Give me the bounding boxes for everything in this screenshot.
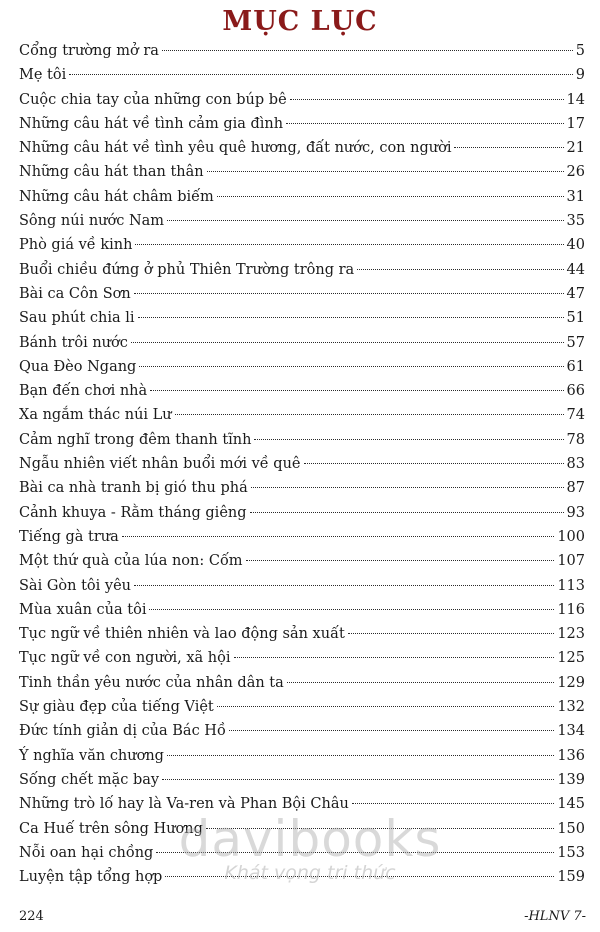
dot-leader bbox=[156, 852, 554, 853]
toc-entry-title: Ý nghĩa văn chương bbox=[19, 747, 164, 764]
dot-leader bbox=[131, 342, 564, 343]
dot-leader bbox=[175, 414, 564, 415]
toc-entry-title: Mùa xuân của tôi bbox=[19, 601, 147, 618]
toc-entry-title: Nỗi oan hại chồng bbox=[19, 844, 154, 861]
toc-entry-title: Cảnh khuya - Rằm tháng giêng bbox=[19, 504, 247, 521]
toc-entry bbox=[19, 549, 585, 573]
toc-entry bbox=[19, 841, 585, 865]
dot-leader bbox=[69, 74, 573, 75]
toc-entry-page: 17 bbox=[566, 115, 585, 132]
toc-entry-title: Những câu hát về tình cảm gia đình bbox=[19, 115, 284, 132]
dot-leader bbox=[229, 730, 554, 731]
toc-entry-page: 153 bbox=[557, 844, 585, 861]
toc-entry bbox=[19, 744, 585, 768]
dot-leader bbox=[217, 196, 564, 197]
toc-entry bbox=[19, 695, 585, 719]
dot-leader bbox=[150, 390, 563, 391]
toc-entry bbox=[19, 233, 585, 257]
toc-entry bbox=[19, 574, 585, 598]
toc-entry bbox=[19, 331, 585, 355]
toc-entry-page: 145 bbox=[557, 796, 585, 813]
toc-entry-title: Buổi chiều đứng ở phủ Thiên Trường trông ra bbox=[19, 261, 355, 278]
toc-entry-title: Mẹ tôi bbox=[19, 67, 67, 84]
toc-entry bbox=[19, 792, 585, 816]
toc-entry-title: Những câu hát về tình yêu quê hương, đất nước, con người bbox=[19, 140, 452, 157]
toc-entry-title: Tục ngữ về con người, xã hội bbox=[19, 650, 231, 667]
watermark-tagline: Khát vọng tri thức bbox=[224, 862, 396, 884]
toc-entry bbox=[19, 452, 585, 476]
toc-entry-page: 44 bbox=[566, 261, 585, 278]
dot-leader bbox=[352, 803, 555, 804]
toc-entry-title: Những câu hát châm biếm bbox=[19, 188, 214, 205]
toc-entry-title: Cổng trường mở ra bbox=[19, 43, 159, 59]
dot-leader bbox=[246, 560, 555, 561]
dot-leader bbox=[290, 99, 564, 100]
toc-entry bbox=[19, 112, 585, 136]
toc-entry-title: Một thứ quà của lúa non: Cốm bbox=[19, 553, 243, 570]
toc-entry bbox=[19, 258, 585, 282]
dot-leader bbox=[122, 536, 555, 537]
toc-entry-page: 40 bbox=[566, 237, 585, 254]
dot-leader bbox=[250, 512, 564, 513]
toc-entry-title: Phò giá về kinh bbox=[19, 237, 133, 254]
toc-entry bbox=[19, 63, 585, 87]
toc-entry bbox=[19, 88, 585, 112]
dot-leader bbox=[304, 463, 564, 464]
toc-entry bbox=[19, 379, 585, 403]
toc-entry-page: 134 bbox=[557, 723, 585, 740]
dot-leader bbox=[254, 439, 563, 440]
toc-entry-page: 125 bbox=[557, 650, 585, 667]
footer-book-code: -HLNV 7- bbox=[524, 909, 586, 924]
toc-entry-page: 26 bbox=[566, 164, 585, 181]
toc-entry bbox=[19, 306, 585, 330]
dot-leader bbox=[287, 682, 555, 683]
toc-entry-title: Tục ngữ về thiên nhiên và lao động sản xuất bbox=[19, 626, 345, 643]
toc-entry-page: 57 bbox=[566, 334, 585, 351]
dot-leader bbox=[162, 50, 573, 51]
toc-entry-title: Sau phút chia li bbox=[19, 310, 135, 327]
toc-entry bbox=[19, 282, 585, 306]
toc-entry bbox=[19, 598, 585, 622]
toc-entry bbox=[19, 671, 585, 695]
toc-entry bbox=[19, 136, 585, 160]
toc-entry-page: 87 bbox=[566, 480, 585, 497]
toc-entry-title: Sống chết mặc bay bbox=[19, 771, 160, 788]
toc-entry-page: 78 bbox=[566, 431, 585, 448]
toc-entry bbox=[19, 185, 585, 209]
toc-entry-page: 61 bbox=[566, 358, 585, 375]
toc-entry-title: Sự giàu đẹp của tiếng Việt bbox=[19, 699, 214, 716]
toc-entry-title: Cảm nghĩ trong đêm thanh tĩnh bbox=[19, 431, 252, 448]
toc-entry-page: 116 bbox=[557, 601, 585, 618]
toc-entry bbox=[19, 501, 585, 525]
toc-entry-page: 136 bbox=[557, 747, 585, 764]
dot-leader bbox=[134, 293, 564, 294]
watermark-brand: davibooks bbox=[178, 810, 442, 868]
dot-leader bbox=[234, 657, 555, 658]
toc-entry bbox=[19, 355, 585, 379]
toc-entry-title: Xa ngắm thác núi Lư bbox=[19, 407, 172, 424]
dot-leader bbox=[138, 317, 564, 318]
toc-entry-title: Luyện tập tổng hợp bbox=[19, 869, 163, 886]
toc-entry-page: 14 bbox=[566, 91, 585, 108]
toc-entry bbox=[19, 719, 585, 743]
toc-entry-title: Ca Huế trên sông Hương bbox=[19, 820, 203, 837]
toc-entry-title: Những câu hát than thân bbox=[19, 164, 204, 181]
dot-leader bbox=[162, 779, 554, 780]
dot-leader bbox=[139, 366, 563, 367]
toc-entry bbox=[19, 476, 585, 500]
footer-page-number: 224 bbox=[19, 909, 44, 924]
toc-entry-page: 5 bbox=[575, 43, 585, 59]
toc-entry-title: Sài Gòn tôi yêu bbox=[19, 577, 131, 594]
toc-entry-page: 51 bbox=[566, 310, 585, 327]
toc-entry bbox=[19, 865, 585, 889]
dot-leader bbox=[167, 220, 564, 221]
toc-entry-title: Cuộc chia tay của những con búp bê bbox=[19, 91, 287, 108]
dot-leader bbox=[206, 828, 554, 829]
dot-leader bbox=[165, 876, 554, 877]
toc-entry-page: 21 bbox=[566, 140, 585, 157]
toc-entry bbox=[19, 428, 585, 452]
toc-entry-title: Qua Đèo Ngang bbox=[19, 358, 137, 375]
toc-entry-page: 139 bbox=[557, 771, 585, 788]
dot-leader bbox=[135, 244, 563, 245]
toc-entry-title: Tiếng gà trưa bbox=[19, 528, 119, 545]
toc-entry-page: 123 bbox=[557, 626, 585, 643]
toc-entry-page: 107 bbox=[557, 553, 585, 570]
dot-leader bbox=[357, 269, 563, 270]
toc-entry-page: 150 bbox=[557, 820, 585, 837]
toc-entry-title: Đức tính giản dị của Bác Hồ bbox=[19, 723, 226, 740]
toc-entry-title: Ngẫu nhiên viết nhân buổi mới về quê bbox=[19, 456, 301, 473]
toc-entry-page: 113 bbox=[557, 577, 585, 594]
toc-entry-page: 132 bbox=[557, 699, 585, 716]
toc-entry-page: 100 bbox=[557, 528, 585, 545]
dot-leader bbox=[217, 706, 555, 707]
dot-leader bbox=[149, 609, 554, 610]
toc-entry-title: Bạn đến chơi nhà bbox=[19, 383, 148, 400]
toc-entry-page: 31 bbox=[566, 188, 585, 205]
dot-leader bbox=[134, 585, 554, 586]
toc-entry-page: 35 bbox=[566, 213, 585, 230]
page-title: MỤC LỤC bbox=[222, 6, 378, 37]
toc-entry-page: 47 bbox=[566, 285, 585, 302]
dot-leader bbox=[251, 487, 564, 488]
toc-entry-page: 159 bbox=[557, 869, 585, 886]
toc-entry bbox=[19, 622, 585, 646]
toc-entry bbox=[19, 39, 585, 63]
toc-entry-title: Bánh trôi nước bbox=[19, 334, 128, 351]
dot-leader bbox=[207, 171, 564, 172]
toc-entry-title: Những trò lố hay là Va-ren và Phan Bội Châu bbox=[19, 796, 349, 813]
toc-entry-title: Bài ca nhà tranh bị gió thu phá bbox=[19, 480, 248, 497]
toc-entry bbox=[19, 768, 585, 792]
toc-entry bbox=[19, 817, 585, 841]
toc-entry-page: 83 bbox=[566, 456, 585, 473]
dot-leader bbox=[348, 633, 555, 634]
toc-entry-page: 9 bbox=[575, 67, 585, 84]
toc-entry bbox=[19, 403, 585, 427]
toc-entry bbox=[19, 160, 585, 184]
toc-entry bbox=[19, 525, 585, 549]
toc-entry-title: Bài ca Côn Sơn bbox=[19, 285, 131, 302]
dot-leader bbox=[167, 755, 554, 756]
toc-entry-page: 74 bbox=[566, 407, 585, 424]
toc-entry-page: 93 bbox=[566, 504, 585, 521]
dot-leader bbox=[454, 147, 563, 148]
toc-entry bbox=[19, 209, 585, 233]
toc-entry-title: Tinh thần yêu nước của nhân dân ta bbox=[19, 674, 284, 691]
toc-entry-page: 66 bbox=[566, 383, 585, 400]
toc-entry-page: 129 bbox=[557, 674, 585, 691]
toc-entry-title: Sông núi nước Nam bbox=[19, 213, 165, 230]
toc-entry bbox=[19, 646, 585, 670]
dot-leader bbox=[286, 123, 563, 124]
table-of-contents bbox=[19, 39, 585, 889]
